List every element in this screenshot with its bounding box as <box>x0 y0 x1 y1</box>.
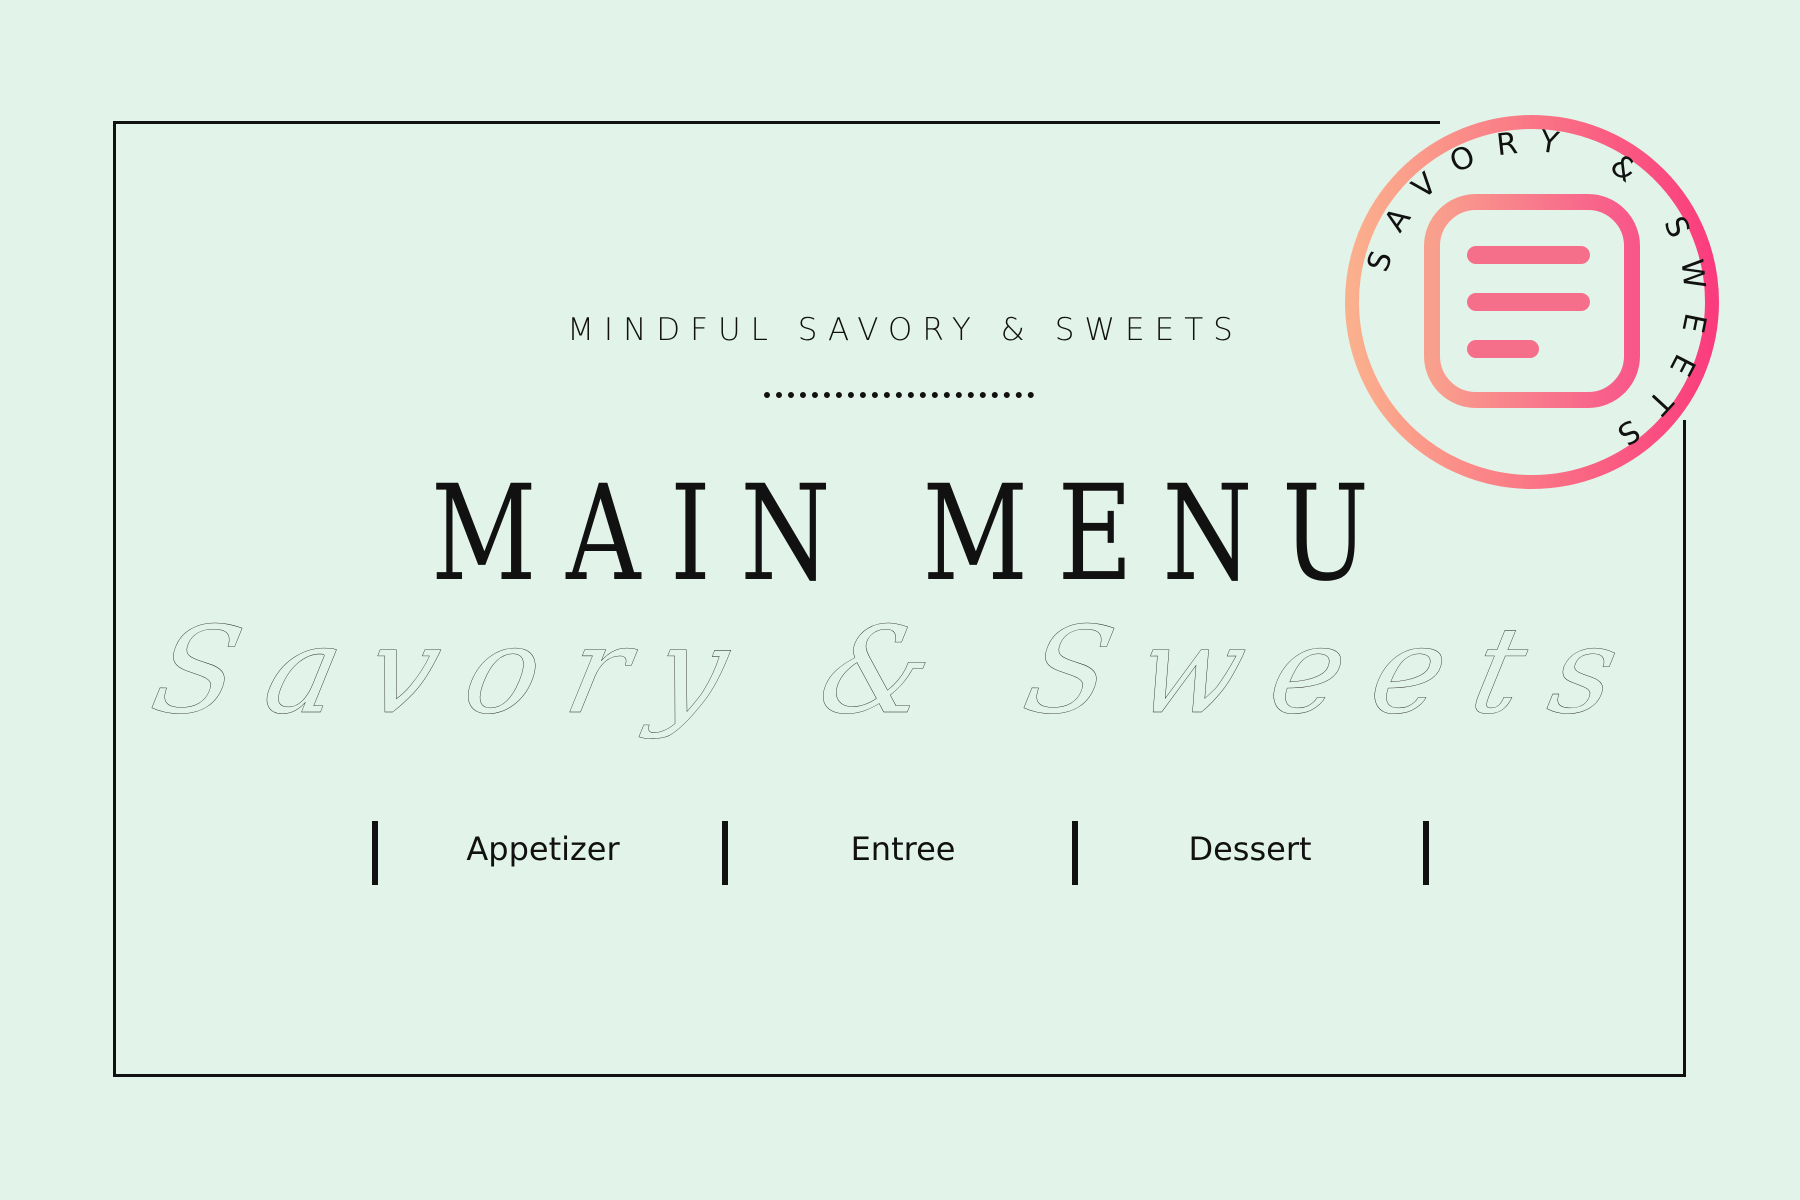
nav-item-dessert[interactable]: Dessert <box>1188 830 1312 868</box>
dotted-divider <box>764 392 1034 398</box>
brand-badge <box>1345 112 1725 492</box>
nav-separator <box>1072 821 1078 885</box>
brand-tagline: MINDFUL SAVORY & SWEETS <box>567 312 1243 348</box>
nav-separator <box>372 821 378 885</box>
frame-right-line <box>1683 420 1686 1077</box>
page-title: MAIN MENU <box>431 457 1399 611</box>
nav-separator <box>722 821 728 885</box>
frame-top-line <box>113 121 1440 124</box>
script-subtitle-text: Savory & Sweets <box>140 602 1660 741</box>
menu-list-icon <box>1432 202 1632 400</box>
nav-item-appetizer[interactable]: Appetizer <box>466 830 620 868</box>
script-subtitle <box>0 602 1800 741</box>
nav-separator <box>1423 821 1429 885</box>
frame-bottom-line <box>113 1074 1686 1077</box>
badge-circular-text: SAVORY & SWEETS <box>1360 123 1714 464</box>
nav-item-entree[interactable]: Entree <box>850 830 956 868</box>
frame-left-line <box>113 121 116 1077</box>
